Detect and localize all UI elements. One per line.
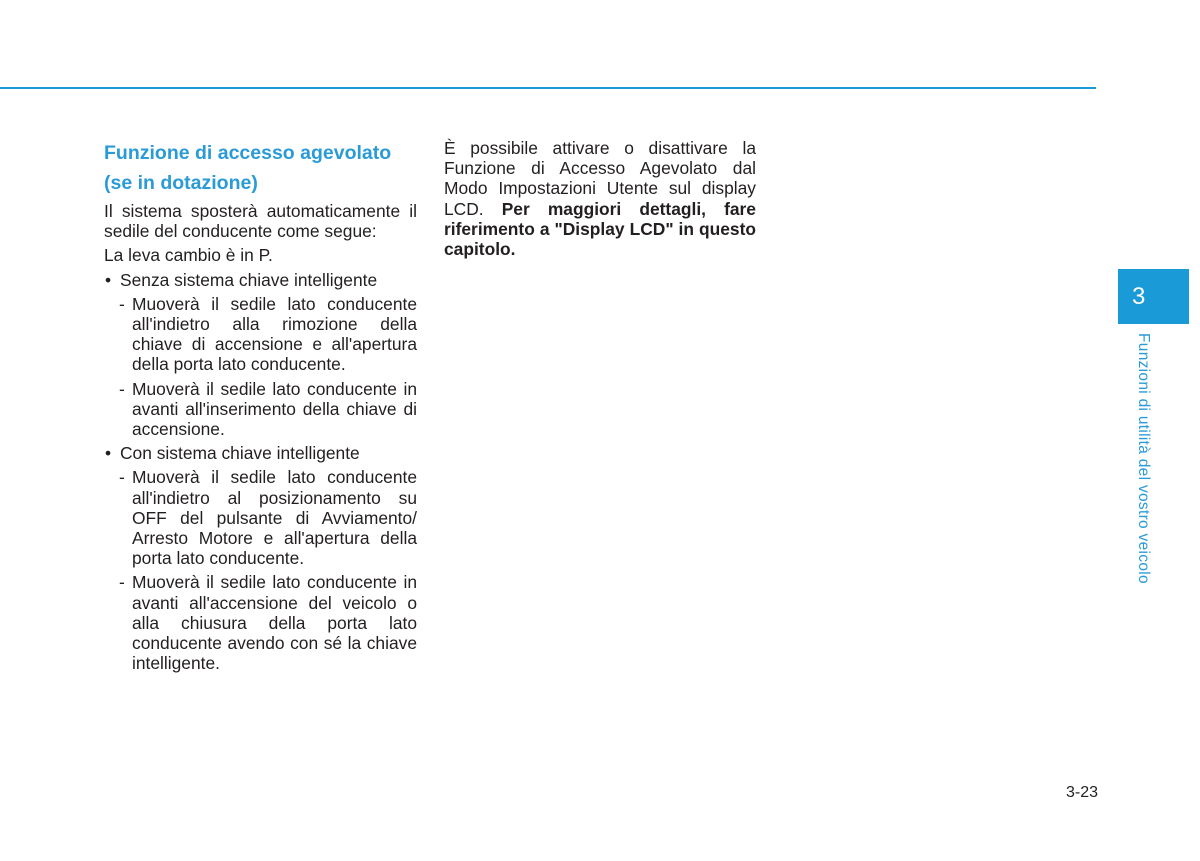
header-rule xyxy=(0,87,1096,89)
sub-item-text: Muoverà il sedile lato conducente in avanti all'inserimento della chiave di accensione. xyxy=(132,378,417,440)
chapter-tab xyxy=(1118,269,1189,324)
settings-text: È possibile attivare o disattivare la Funzione di Accesso Agevolato dal Modo Impostazioni Utente sul display LCD. xyxy=(444,138,756,219)
intro-text: Il sistema sposterà automaticamente il sedile del conducente come segue: xyxy=(104,201,417,242)
left-column xyxy=(104,138,417,677)
bullet-item xyxy=(104,443,417,463)
bullet-item xyxy=(104,270,417,290)
sub-item-text: Muoverà il sedile lato conducente all'indietro alla rimozione della chiave di accensione e all'apertura della porta lato conducente. xyxy=(132,293,417,375)
dash-marker: - xyxy=(119,467,125,488)
settings-paragraph xyxy=(444,138,756,259)
dash-marker: - xyxy=(119,572,125,593)
chapter-number: 3 xyxy=(1132,283,1146,310)
sub-item xyxy=(104,467,417,568)
heading-line-2: (se in dotazione) xyxy=(104,172,258,194)
sub-item-text: Muoverà il sedile lato conducente in avanti all'accensione del veicolo o alla chiusura della porta lato conducente avendo con sé la chiave intelligente. xyxy=(132,572,417,674)
dash-marker: - xyxy=(119,378,125,399)
bullet-marker: • xyxy=(105,443,112,464)
page-number: 3-23 xyxy=(1065,784,1098,801)
sub-item xyxy=(104,294,417,375)
sub-item xyxy=(104,379,417,440)
section-heading xyxy=(104,138,417,198)
reference-text: Per maggiori dettagli, fare riferimento a "Display LCD" in questo capitolo. xyxy=(444,198,756,260)
condition-text: La leva cambio è in P. xyxy=(104,245,273,266)
bullet-label: Senza sistema chiave intelligente xyxy=(120,269,378,290)
dash-marker: - xyxy=(119,293,125,314)
bullet-marker: • xyxy=(105,269,112,290)
right-column xyxy=(444,138,756,263)
sub-item-text: Muoverà il sedile lato conducente all'indietro al posizionamento su OFF del pulsante di Avviamento/ Arresto Motore e all'apertura della porta lato conducente. xyxy=(132,467,417,569)
heading-line-1: Funzione di accesso agevolato xyxy=(104,142,392,164)
bullet-label: Con sistema chiave intelligente xyxy=(120,443,360,464)
sub-item xyxy=(104,572,417,673)
chapter-title: Funzioni di utilità del vostro veicolo xyxy=(1135,333,1152,584)
